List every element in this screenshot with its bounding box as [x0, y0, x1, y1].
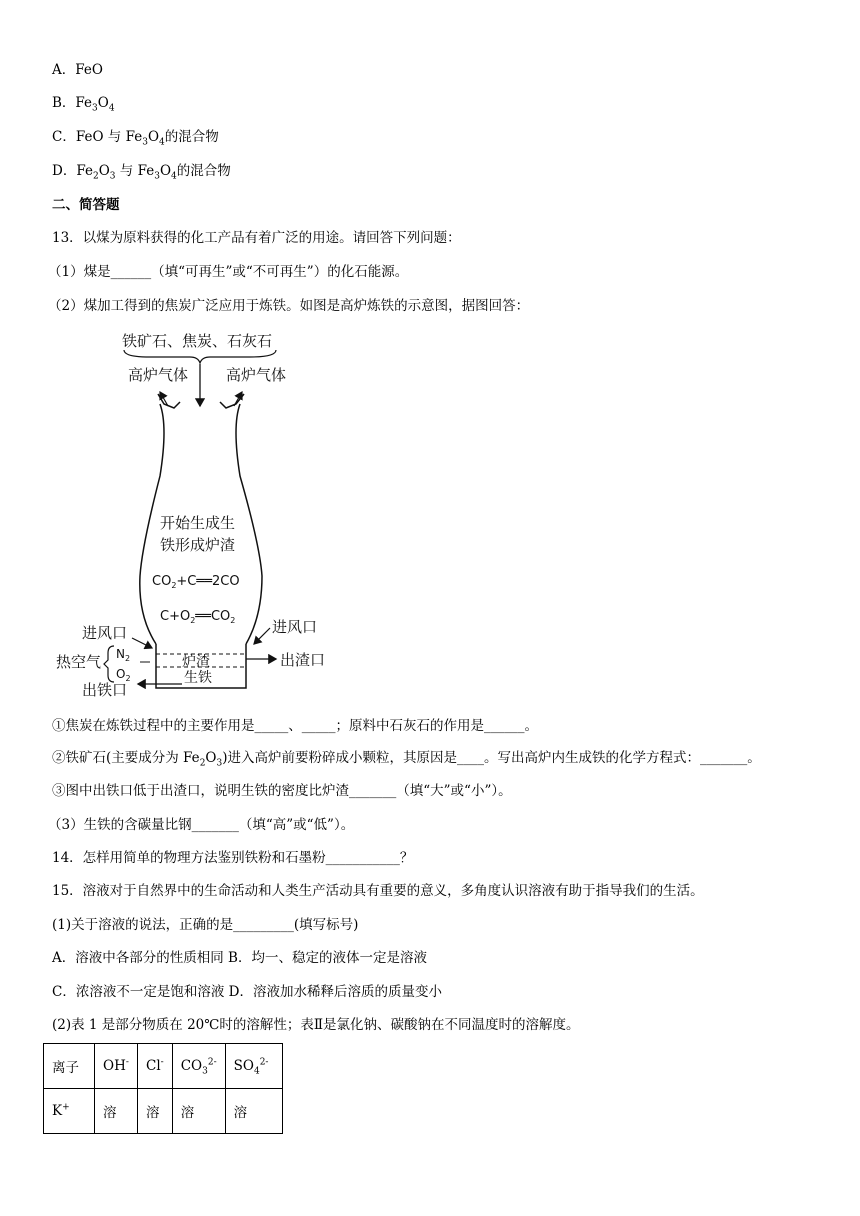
option-a — [52, 60, 103, 80]
option-d-text: 的混合物 — [176, 163, 231, 179]
q13-stem: 13．以煤为原料获得的化工产品有着广泛的用途。请回答下列问题： — [52, 230, 461, 246]
option-d-text: O — [98, 163, 110, 179]
table-header-cell: $CO_3^{2-}$ — [172, 1044, 225, 1089]
table-cell: 溶 — [138, 1089, 173, 1134]
option-d-text: O — [159, 163, 172, 179]
inlet-label-left: 进风口 — [82, 624, 128, 642]
o2-label: $O_2$ — [116, 667, 131, 683]
table-cell: 溶 — [225, 1089, 282, 1134]
q13-sub2-text: )进入高炉前要粉碎成小颗粒，其原因是____。写出高炉内生成铁的化学方程式：_______。 — [222, 750, 761, 766]
table-cell: 溶 — [95, 1089, 138, 1134]
blast-furnace-diagram — [50, 326, 350, 698]
iron-outlet-label: 出铁口 — [82, 681, 128, 698]
option-c-text: 的混合物 — [164, 129, 219, 145]
gas-label-right: 高炉气体 — [226, 366, 287, 384]
q15-options-ab: A．溶液中各部分的性质相同 B．均一、稳定的液体一定是溶液 — [52, 950, 427, 966]
table-header-cell: 离子 — [44, 1044, 95, 1089]
subscript: 3 — [154, 171, 160, 182]
equation-1: $CO_2+C══2CO$ — [152, 574, 240, 590]
q14-stem: 14．怎样用简单的物理方法鉴别铁粉和石墨粉___________？ — [52, 850, 414, 866]
table-row — [44, 1089, 283, 1134]
option-c — [52, 127, 219, 147]
inlet-label-right: 进风口 — [272, 618, 318, 636]
process-text-1: 开始生成生 — [160, 514, 236, 532]
q15-part2: (2)表 1 是部分物质在 20℃时的溶解性；表Ⅱ是氯化钠、碳酸钠在不同温度时的溶解度。 — [52, 1017, 580, 1033]
option-d — [52, 161, 231, 181]
option-d-text: 与 Fe — [115, 163, 155, 179]
hot-air-brace — [104, 646, 114, 682]
subscript: 4 — [159, 137, 165, 148]
subscript: 4 — [171, 171, 177, 182]
q15-part1: (1)关于溶液的说法，正确的是_________(填写标号) — [52, 917, 359, 933]
solubility-table — [43, 1043, 283, 1134]
option-a-text: A．FeO — [52, 62, 103, 78]
slag-outlet-label: 出渣口 — [280, 651, 326, 669]
q13-part3: （3）生铁的含碳量比钢_______（填“高”或“低”）。 — [48, 817, 355, 833]
brace — [124, 350, 276, 363]
process-text-2: 铁形成炉渣 — [160, 536, 236, 554]
q13-sub2-text: O — [205, 750, 217, 766]
q13-part1: （1）煤是______（填“可再生”或“不可再生”）的化石能源。 — [48, 264, 409, 280]
subscript: 4 — [108, 103, 115, 114]
q15-stem: 15．溶液对于自然界中的生命活动和人类生产活动具有重要的意义，多角度认识溶液有助于指导我们的生活。 — [52, 883, 704, 899]
table-cell: K+ — [44, 1089, 95, 1134]
q15-options-cd: C．浓溶液不一定是饱和溶液 D．溶液加水稀释后溶质的质量变小 — [52, 984, 442, 1000]
option-c-text: C．FeO 与 Fe — [52, 129, 143, 145]
equation-2: $C+O_2══CO_2$ — [160, 609, 236, 625]
inlet-arrow-right — [254, 628, 270, 644]
subscript: 3 — [142, 137, 148, 148]
q13-sub2-text: ②铁矿石(主要成分为 Fe — [52, 750, 200, 766]
option-b-text: B．Fe — [52, 95, 93, 111]
subscript: 2 — [199, 758, 206, 769]
table-header-cell: $SO_4^{2-}$ — [225, 1044, 282, 1089]
subscript: 3 — [216, 758, 223, 769]
section-title: 二、简答题 — [52, 197, 120, 213]
q13-sub1: ①焦炭在炼铁过程中的主要作用是_____、_____；原料中石灰石的作用是______。 — [52, 718, 538, 734]
option-c-text: O — [147, 129, 160, 145]
q13-sub2 — [52, 748, 761, 768]
raw-materials-label: 铁矿石、焦炭、石灰石 — [122, 332, 273, 350]
table-header-row — [44, 1044, 283, 1089]
table-header-cell: OH- — [95, 1044, 138, 1089]
n2-label: $N_2$ — [116, 647, 131, 663]
q13-part2: （2）煤加工得到的焦炭广泛应用于炼铁。如图是高炉炼铁的示意图，据图回答： — [48, 298, 530, 314]
option-b — [52, 93, 115, 113]
pig-iron-label: 生铁 — [184, 670, 212, 686]
table-header-cell: Cl- — [138, 1044, 173, 1089]
subscript: 3 — [92, 103, 98, 114]
table-cell: 溶 — [172, 1089, 225, 1134]
gas-label-left: 高炉气体 — [128, 366, 189, 384]
option-b-text: O — [97, 95, 109, 111]
subscript: 3 — [109, 171, 116, 182]
inlet-arrow-left — [132, 638, 152, 648]
slag-label: 炉渣 — [182, 654, 210, 670]
option-d-text: D．Fe — [52, 163, 93, 179]
outlet-pipe-right — [220, 394, 244, 408]
furnace-wall-right — [236, 404, 262, 644]
hot-air-label: 热空气 — [56, 653, 102, 671]
q13-sub3: ③图中出铁口低于出渣口，说明生铁的密度比炉渣_______（填“大”或“小”）。 — [52, 783, 512, 799]
subscript: 2 — [92, 171, 99, 182]
